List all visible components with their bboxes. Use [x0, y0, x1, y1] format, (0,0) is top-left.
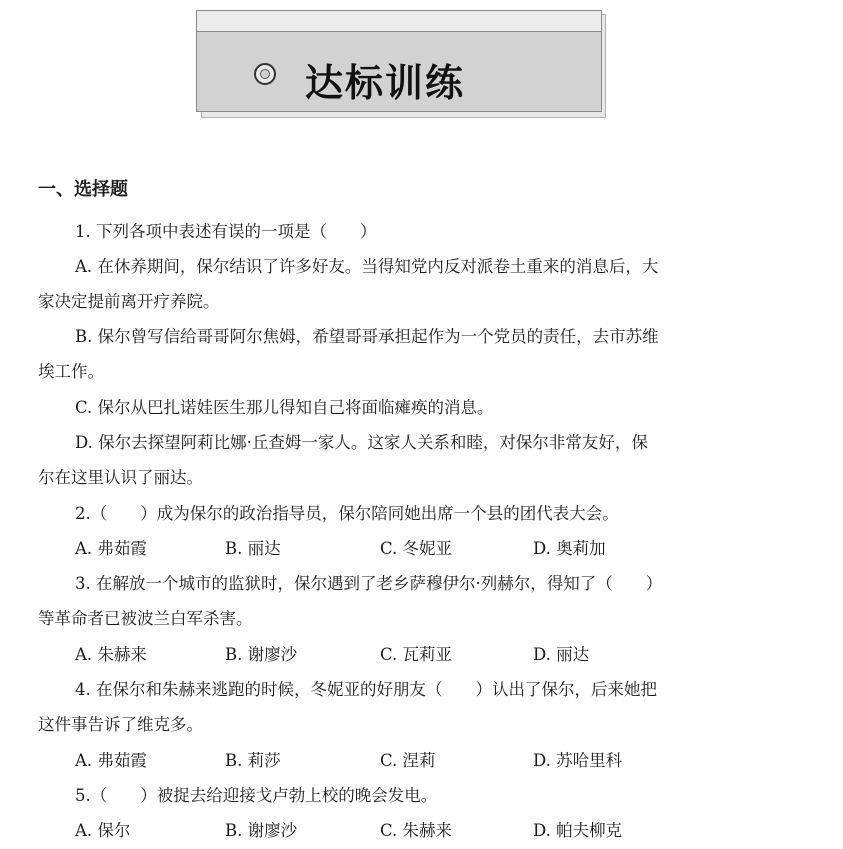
question-1-option-a-cont: 家决定提前离开疗养院。 — [38, 292, 220, 311]
question-3-stem: 3. 在解放一个城市的监狱时，保尔遇到了老乡萨穆伊尔·列赫尔，得知了（ ） — [75, 574, 663, 593]
question-4-stem: 4. 在保尔和朱赫来逃跑的时候，冬妮亚的好朋友（ ）认出了保尔，后来她把 — [75, 680, 657, 699]
question-2-stem: 2.（ ）成为保尔的政治指导员，保尔陪同她出席一个县的团代表大会。 — [75, 504, 619, 523]
question-3-stem-cont: 等革命者已被波兰白军杀害。 — [38, 609, 253, 628]
section-heading: 一、选择题 — [38, 179, 128, 200]
question-4-option-b: B. 莉莎 — [225, 751, 281, 770]
question-2-option-b: B. 丽达 — [225, 539, 281, 558]
question-5-option-c: C. 朱赫来 — [380, 821, 453, 840]
title-banner-tab — [196, 10, 602, 32]
question-4-option-d: D. 苏哈里科 — [533, 751, 623, 770]
question-1-option-a: A. 在休养期间，保尔结识了许多好友。当得知党内反对派卷土重来的消息后，大 — [75, 257, 659, 276]
question-5-stem: 5.（ ）被捉去给迎接戈卢勃上校的晚会发电。 — [75, 786, 438, 805]
question-3-option-b: B. 谢廖沙 — [225, 645, 298, 664]
question-1-option-b-cont: 埃工作。 — [38, 362, 104, 381]
question-5-option-b: B. 谢廖沙 — [225, 821, 298, 840]
target-icon — [254, 63, 276, 85]
question-1-option-c: C. 保尔从巴扎诺娃医生那儿得知自己将面临瘫痪的消息。 — [75, 398, 494, 417]
question-3-option-a: A. 朱赫来 — [75, 645, 147, 664]
question-5-option-a: A. 保尔 — [75, 821, 131, 840]
question-2-option-c: C. 冬妮亚 — [380, 539, 453, 558]
question-3-option-d: D. 丽达 — [533, 645, 590, 664]
question-5-option-d: D. 帕夫柳克 — [533, 821, 623, 840]
question-2-option-a: A. 弗茹霞 — [75, 539, 147, 558]
question-3-option-c: C. 瓦莉亚 — [380, 645, 453, 664]
question-1-option-d-cont: 尔在这里认识了丽达。 — [38, 468, 203, 487]
question-1-option-b: B. 保尔曾写信给哥哥阿尔焦姆，希望哥哥承担起作为一个党员的责任，去市苏维 — [75, 327, 659, 346]
question-1-stem: 1. 下列各项中表述有误的一项是（ ） — [75, 222, 377, 241]
question-4-option-a: A. 弗茹霞 — [75, 751, 147, 770]
page-title: 达标训练 — [305, 60, 466, 105]
question-2-option-d: D. 奥莉加 — [533, 539, 606, 558]
question-4-option-c: C. 涅莉 — [380, 751, 436, 770]
question-4-stem-cont: 这件事告诉了维克多。 — [38, 715, 203, 734]
question-1-option-d: D. 保尔去探望阿莉比娜·丘查姆一家人。这家人关系和睦，对保尔非常友好，保 — [75, 433, 648, 452]
